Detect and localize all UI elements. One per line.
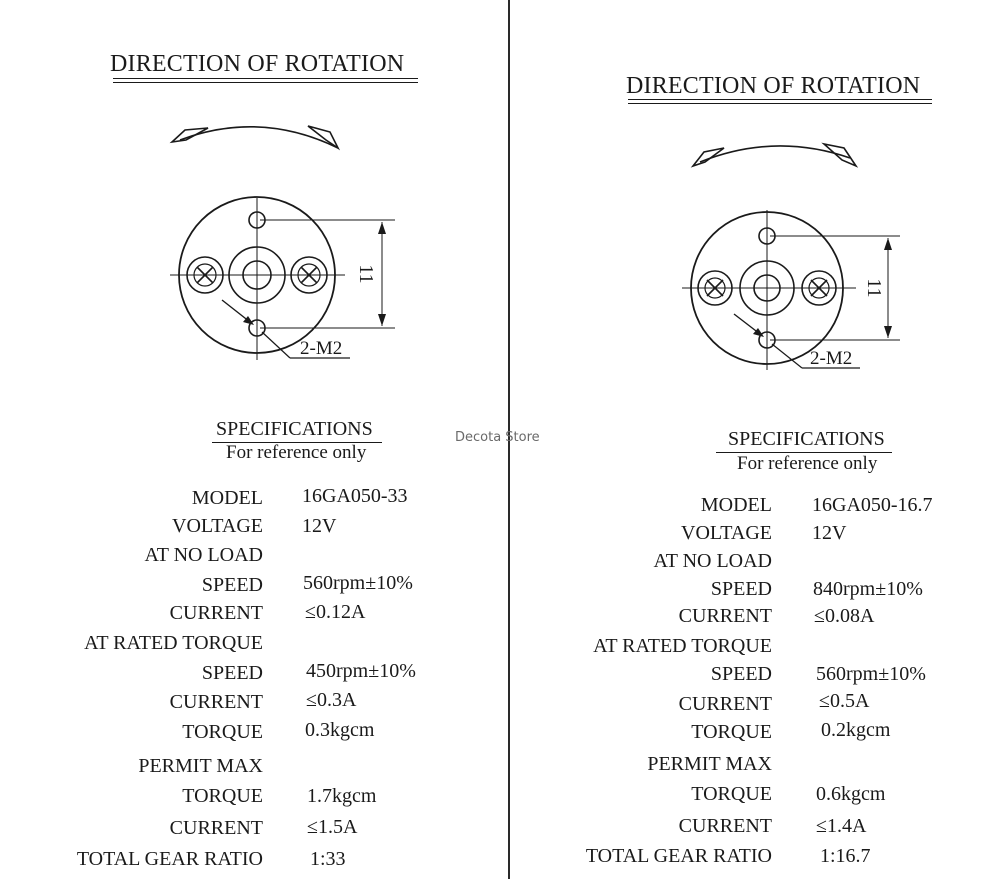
spec-value: ≤0.12A [305,601,366,623]
spec-value: 12V [302,515,337,537]
specifications-subtitle: For reference only [226,442,367,463]
spec-value: 450rpm±10% [306,660,416,682]
spec-label: SPEED [201,662,263,684]
spec-value: ≤1.4A [816,815,867,837]
spec-label: SPEED [710,578,772,600]
spec-value: 12V [812,522,847,544]
spec-value: ≤0.3A [306,689,357,711]
spec-value: 0.6kgcm [816,783,886,805]
spec-value: 0.3kgcm [305,719,375,741]
title-underline-2 [628,103,932,104]
spec-value: 840rpm±10% [813,578,923,600]
spec-label: CURRENT [678,815,772,837]
spec-label: PERMIT MAX [138,755,263,777]
spec-value: 16GA050-33 [302,485,408,507]
spec-label: SPEED [710,663,772,685]
spec-label: PERMIT MAX [647,753,772,775]
spec-label: VOLTAGE [172,515,263,537]
specifications-title: SPECIFICATIONS [728,428,885,450]
dimension-label: 11 [355,264,377,284]
rotation-arrow-icon [172,126,338,148]
rotation-title: DIRECTION OF ROTATION [110,51,405,77]
spec-label: AT NO LOAD [144,544,263,566]
spec-value: 1:33 [310,848,346,870]
spec-label: AT RATED TORQUE [84,632,263,654]
hole-label: 2-M2 [300,338,343,359]
spec-value: ≤1.5A [307,816,358,838]
spec-value: 1.7kgcm [307,785,377,807]
rotation-arrow-icon [693,144,856,166]
spec-label: MODEL [191,487,263,509]
rotation-title: DIRECTION OF ROTATION [626,73,921,99]
spec-value: 560rpm±10% [303,572,413,594]
right-spec-panel [510,0,1000,879]
spec-label: TORQUE [182,785,263,807]
motor-face-diagram [150,110,410,370]
spec-label: TOTAL GEAR RATIO [585,845,772,867]
spec-label: CURRENT [169,817,263,839]
spec-label: CURRENT [678,605,772,627]
spec-label: CURRENT [678,693,772,715]
spec-value: ≤0.5A [819,690,870,712]
hole-label: 2-M2 [810,348,853,369]
spec-label: AT NO LOAD [653,550,772,572]
spec-label: VOLTAGE [681,522,772,544]
title-underline [628,99,932,100]
spec-label: TOTAL GEAR RATIO [76,848,263,870]
motor-face-diagram [660,130,920,390]
spec-value: 16GA050-16.7 [812,494,933,516]
spec-label: TORQUE [182,721,263,743]
store-watermark: Decota Store [455,430,540,445]
title-underline-2 [113,82,418,83]
spec-value: ≤0.08A [814,605,875,627]
title-underline [113,78,418,79]
spec-label: AT RATED TORQUE [593,635,772,657]
spec-label: SPEED [201,574,263,596]
spec-label: CURRENT [169,691,263,713]
spec-label: TORQUE [691,721,772,743]
specifications-subtitle: For reference only [737,453,878,474]
specifications-title: SPECIFICATIONS [216,418,373,440]
spec-value: 1:16.7 [820,845,871,867]
spec-label: MODEL [700,494,772,516]
spec-label: TORQUE [691,783,772,805]
spec-value: 560rpm±10% [816,663,926,685]
dimension-label: 11 [863,278,885,298]
spec-value: 0.2kgcm [821,719,891,741]
spec-label: CURRENT [169,602,263,624]
